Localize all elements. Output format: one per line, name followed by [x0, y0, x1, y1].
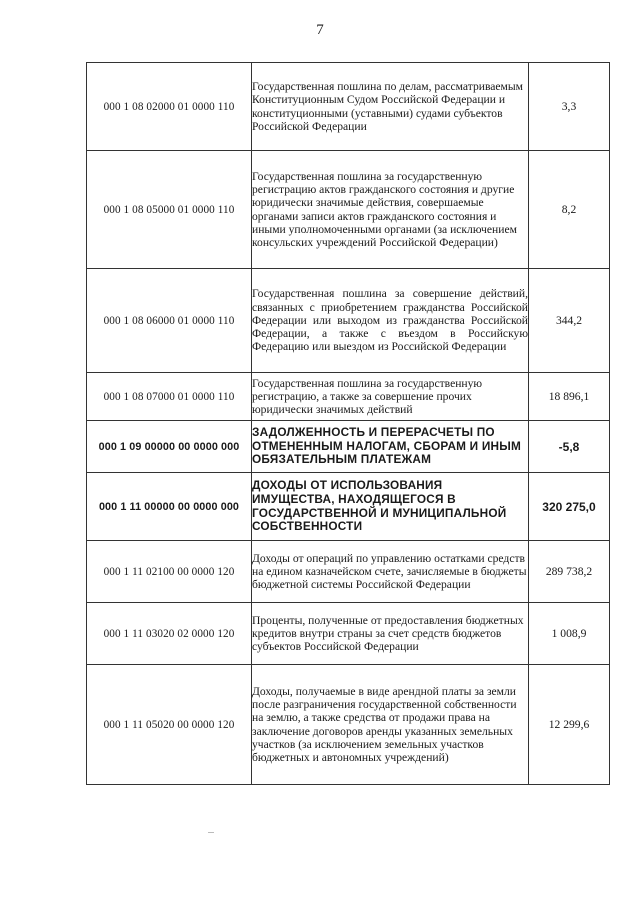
budget-code: 000 1 08 07000 01 0000 110 [87, 373, 252, 421]
amount-value: 18 896,1 [529, 373, 610, 421]
scan-artifact-mark [208, 832, 214, 833]
revenue-description: Проценты, полученные от предоставления бюджетных кредитов внутри страны за счет средств бюджетов субъектов Российской Федерации [252, 603, 529, 665]
revenue-description: Государственная пошлина за совершение действий, связанных с приобретением гражданства Российской Федерации или выходом из гражданства Российской Федерации, а также с въездом в Российскую Федерацию или выездом из Российской Федерации [252, 269, 529, 373]
table-row [87, 473, 610, 541]
table-row [87, 541, 610, 603]
revenue-description: Доходы от операций по управлению остатками средств на едином казначейском счете, зачисляемые в бюджеты бюджетной системы Российской Федерации [252, 541, 529, 603]
budget-code: 000 1 11 02100 00 0000 120 [87, 541, 252, 603]
table-row [87, 665, 610, 785]
table-row [87, 421, 610, 473]
table-row [87, 151, 610, 269]
revenue-description: ЗАДОЛЖЕННОСТЬ И ПЕРЕРАСЧЕТЫ ПО ОТМЕНЕННЫМ НАЛОГАМ, СБОРАМ И ИНЫМ ОБЯЗАТЕЛЬНЫМ ПЛАТЕЖАМ [252, 421, 529, 473]
budget-code: 000 1 08 06000 01 0000 110 [87, 269, 252, 373]
budget-revenue-table [86, 62, 610, 785]
revenue-description: Государственная пошлина за государственную регистрацию, а также за совершение прочих юридически значимых действий [252, 373, 529, 421]
amount-value: 320 275,0 [529, 473, 610, 541]
amount-value: 12 299,6 [529, 665, 610, 785]
page-number: 7 [316, 22, 324, 38]
revenue-description: ДОХОДЫ ОТ ИСПОЛЬЗОВАНИЯ ИМУЩЕСТВА, НАХОДЯЩЕГОСЯ В ГОСУДАРСТВЕННОЙ И МУНИЦИПАЛЬНОЙ СОБСТВЕННОСТИ [252, 473, 529, 541]
budget-code: 000 1 11 03020 02 0000 120 [87, 603, 252, 665]
amount-value: 289 738,2 [529, 541, 610, 603]
budget-code: 000 1 09 00000 00 0000 000 [87, 421, 252, 473]
table-row [87, 373, 610, 421]
revenue-description: Доходы, получаемые в виде арендной платы за земли после разграничения государственной собственности на землю, а также средства от продажи права на заключение договоров аренды указанных земельных участков (за исключением земельных участков бюджетных и автономных учреждений) [252, 665, 529, 785]
amount-value: 1 008,9 [529, 603, 610, 665]
budget-code: 000 1 11 05020 00 0000 120 [87, 665, 252, 785]
table-row [87, 63, 610, 151]
budget-code: 000 1 08 05000 01 0000 110 [87, 151, 252, 269]
amount-value: 3,3 [529, 63, 610, 151]
table-row [87, 603, 610, 665]
amount-value: 344,2 [529, 269, 610, 373]
budget-code: 000 1 11 00000 00 0000 000 [87, 473, 252, 541]
table-row [87, 269, 610, 373]
budget-code: 000 1 08 02000 01 0000 110 [87, 63, 252, 151]
revenue-description: Государственная пошлина за государственную регистрацию актов гражданского состояния и другие юридически значимые действия, совершаемые органами записи актов гражданского состояния и иными уполномоченными органами (за исключением консульских учреждений Российской Федерации) [252, 151, 529, 269]
amount-value: -5,8 [529, 421, 610, 473]
revenue-description: Государственная пошлина по делам, рассматриваемым Конституционным Судом Российской Федерации и конституционными (уставными) судами субъектов Российской Федерации [252, 63, 529, 151]
amount-value: 8,2 [529, 151, 610, 269]
